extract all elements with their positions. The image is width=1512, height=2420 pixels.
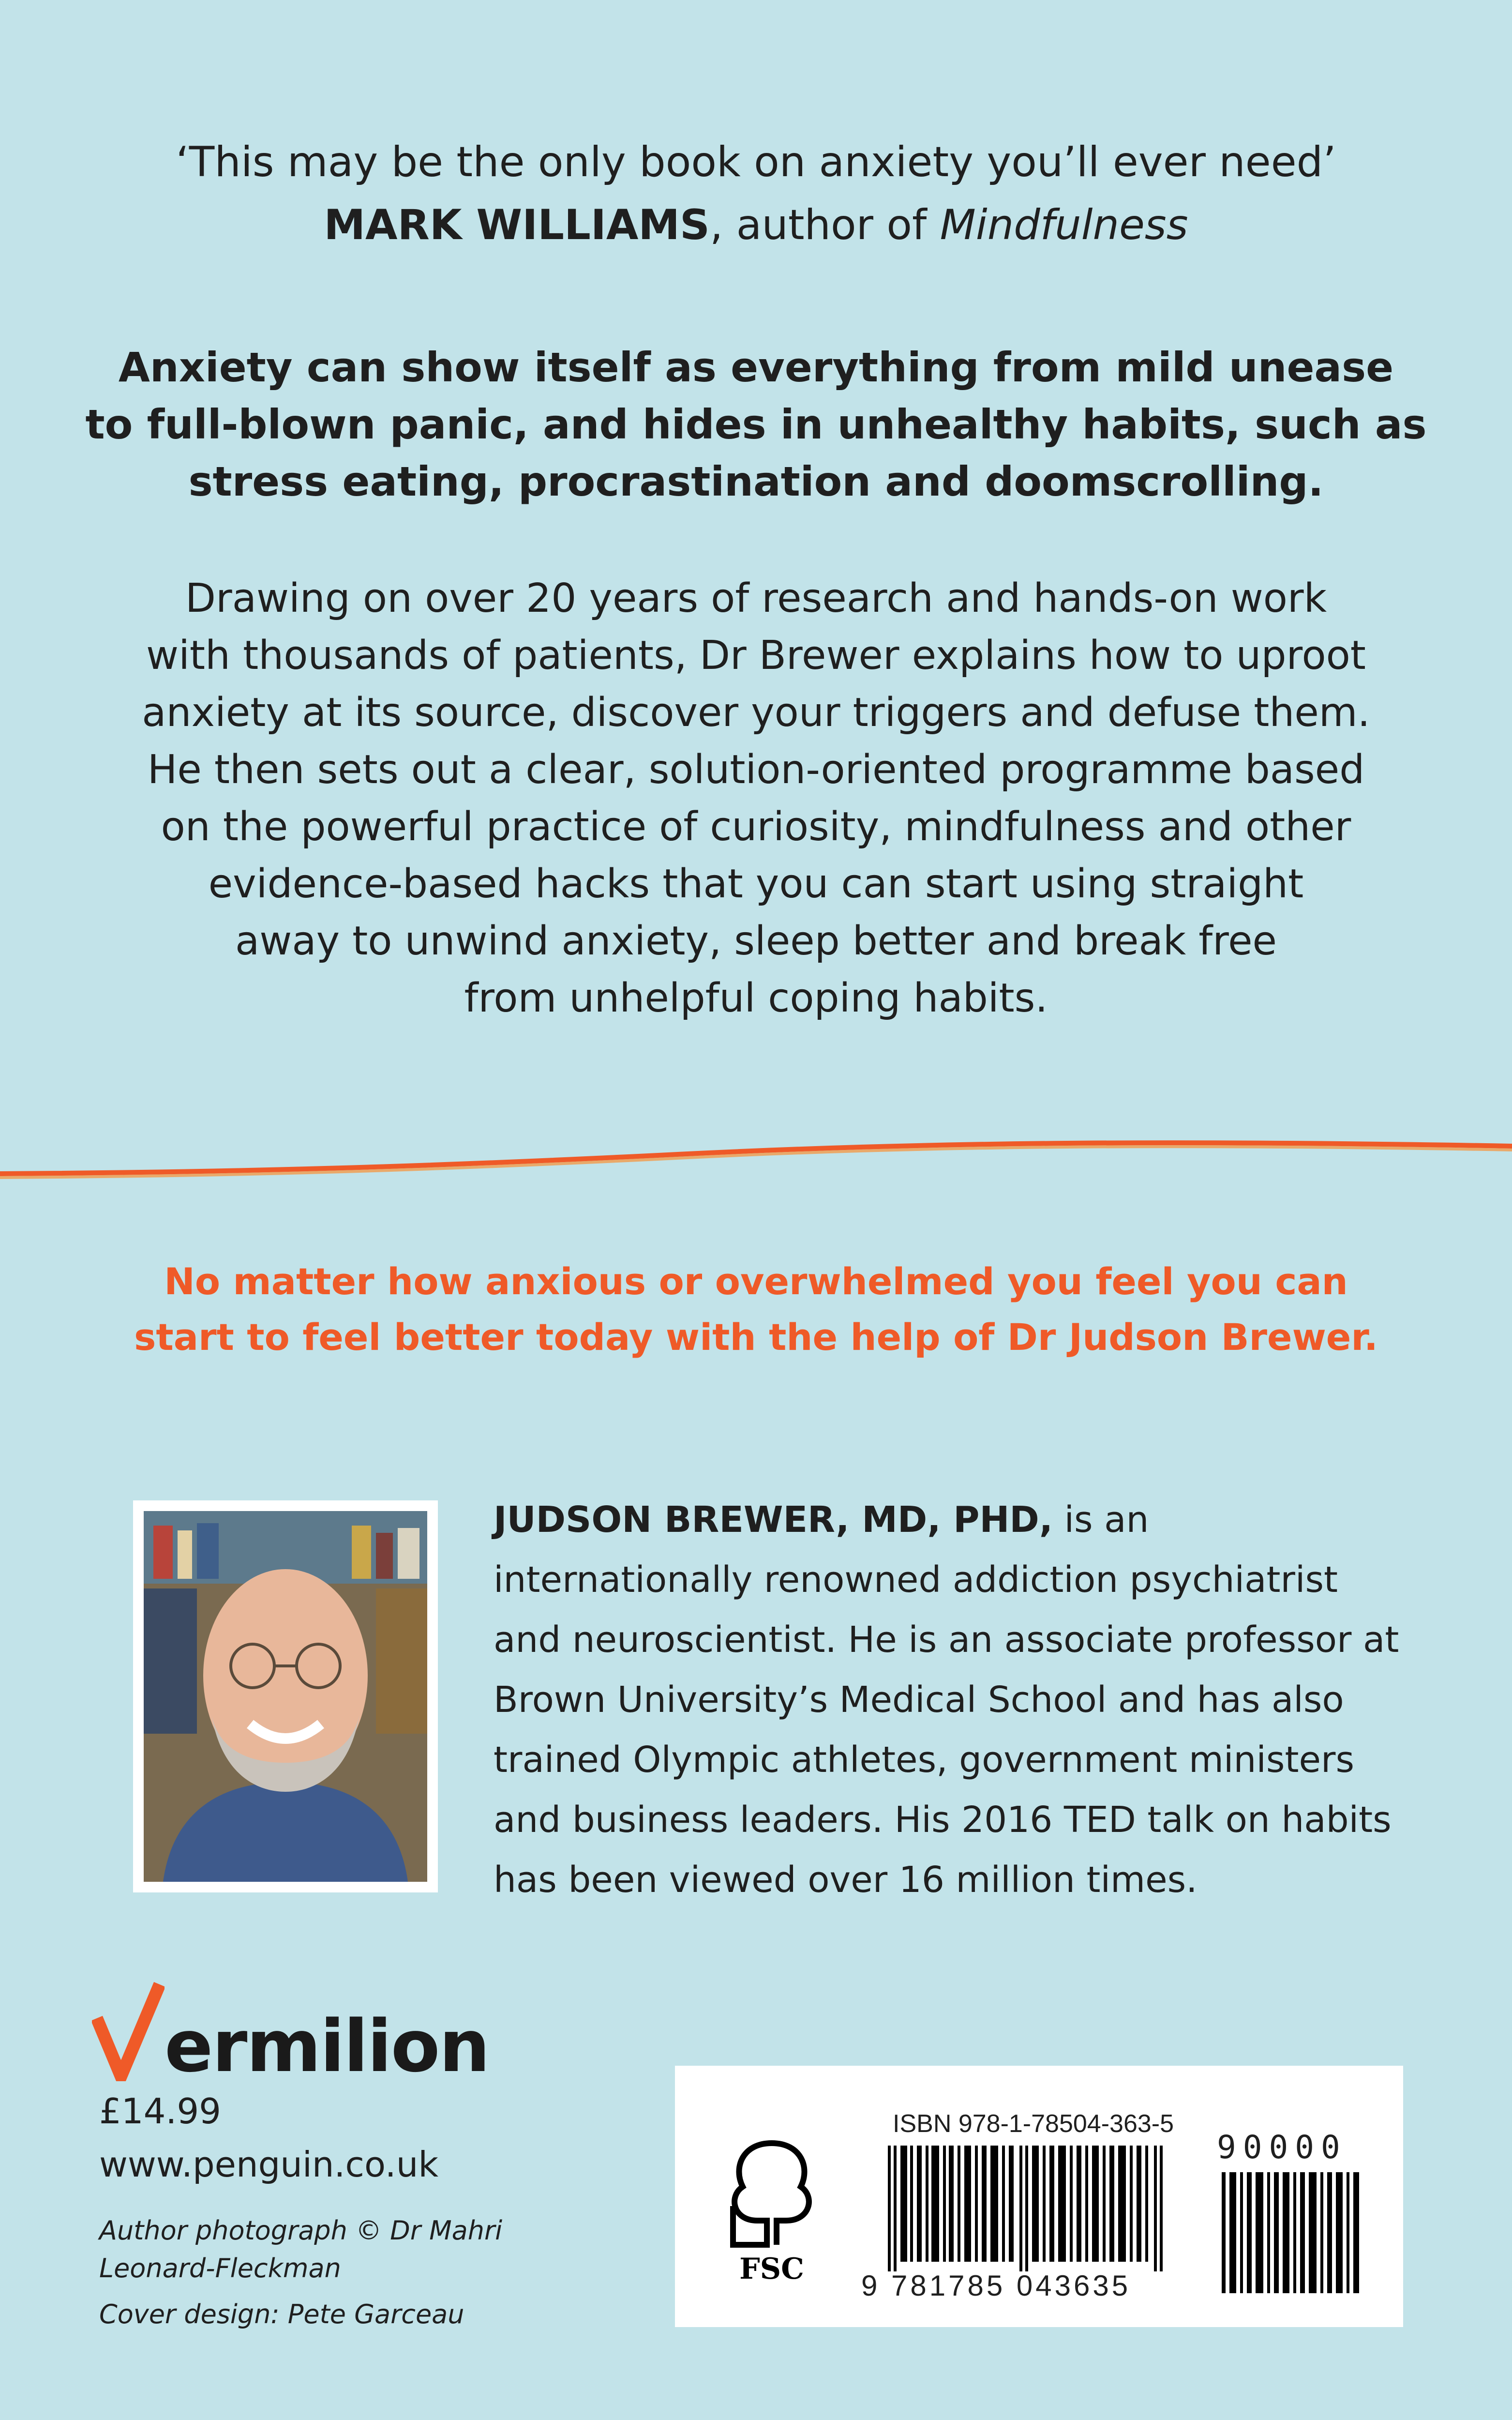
quote-attribution <box>0 194 1512 257</box>
body-line: with thousands of patients, Dr Brewer explains how to uproot <box>146 633 1366 679</box>
quote-author: MARK WILLIAMS <box>324 201 710 249</box>
price: £14.99 <box>99 2091 221 2132</box>
barcode-panel <box>675 2066 1403 2327</box>
design-credit: Cover design: Pete Garceau <box>99 2299 464 2329</box>
isbn-label: ISBN 978-1-78504-363-5 <box>893 2110 1174 2138</box>
intro-line: Anxiety can show itself as everything from mild unease <box>118 344 1394 391</box>
fsc-logo-icon <box>714 2133 830 2288</box>
quote-book-title: Mindfulness <box>940 201 1188 249</box>
intro-paragraph <box>0 339 1512 510</box>
author-name: JUDSON BREWER, MD, PHD, <box>494 1499 1053 1541</box>
isbn-barcode <box>888 2146 1168 2271</box>
publisher-url: www.penguin.co.uk <box>99 2144 439 2185</box>
body-line: Drawing on over 20 years of research and hands-on work <box>185 575 1327 621</box>
quote-text: ‘This may be the only book on anxiety you’ll ever need’ <box>176 138 1336 186</box>
intro-line: to full-blown panic, and hides in unhealthy habits, such as <box>85 401 1427 448</box>
author-bio <box>494 1490 1413 1910</box>
body-line: on the powerful practice of curiosity, mindfulness and other <box>161 804 1351 850</box>
publisher-name: ermilion <box>165 2005 489 2088</box>
author-photo <box>133 1500 438 1892</box>
fsc-label: FSC <box>739 2252 804 2286</box>
addon-barcode <box>1222 2172 1367 2293</box>
author-bio-text: is an internationally renowned addiction psychiatrist and neuroscientist. He is an associate professor at Brown University’s Medical School and has also trained Olympic athletes, government ministers and business leaders. His 2016 TED talk on habits has been viewed over 16 million times. <box>494 1499 1399 1901</box>
tagline <box>0 1254 1512 1365</box>
body-line: evidence-based hacks that you can start using straight <box>208 861 1304 907</box>
body-line: from unhelpful coping habits. <box>464 975 1048 1021</box>
body-line: away to unwind anxiety, sleep better and break free <box>235 918 1277 964</box>
isbn-digits: 9 781785 043635 <box>861 2269 1131 2302</box>
tagline-line: No matter how anxious or overwhelmed you feel you can <box>164 1260 1348 1303</box>
tagline-line: start to feel better today with the help of Dr Judson Brewer. <box>134 1316 1378 1359</box>
vermilion-v-icon <box>92 1980 165 2081</box>
endorsement-quote <box>0 131 1512 257</box>
body-line: anxiety at its source, discover your triggers and defuse them. <box>142 690 1370 736</box>
description-paragraph <box>82 570 1430 1027</box>
intro-line: stress eating, procrastination and doomscrolling. <box>188 458 1324 505</box>
price-addon-code: 90000 <box>1217 2129 1347 2166</box>
photo-credit: Author photograph © Dr Mahri Leonard-Fleckman <box>99 2215 503 2284</box>
decorative-wave-line <box>0 1128 1512 1186</box>
quote-author-role: , author of <box>709 201 940 249</box>
body-line: He then sets out a clear, solution-oriented programme based <box>147 747 1365 793</box>
